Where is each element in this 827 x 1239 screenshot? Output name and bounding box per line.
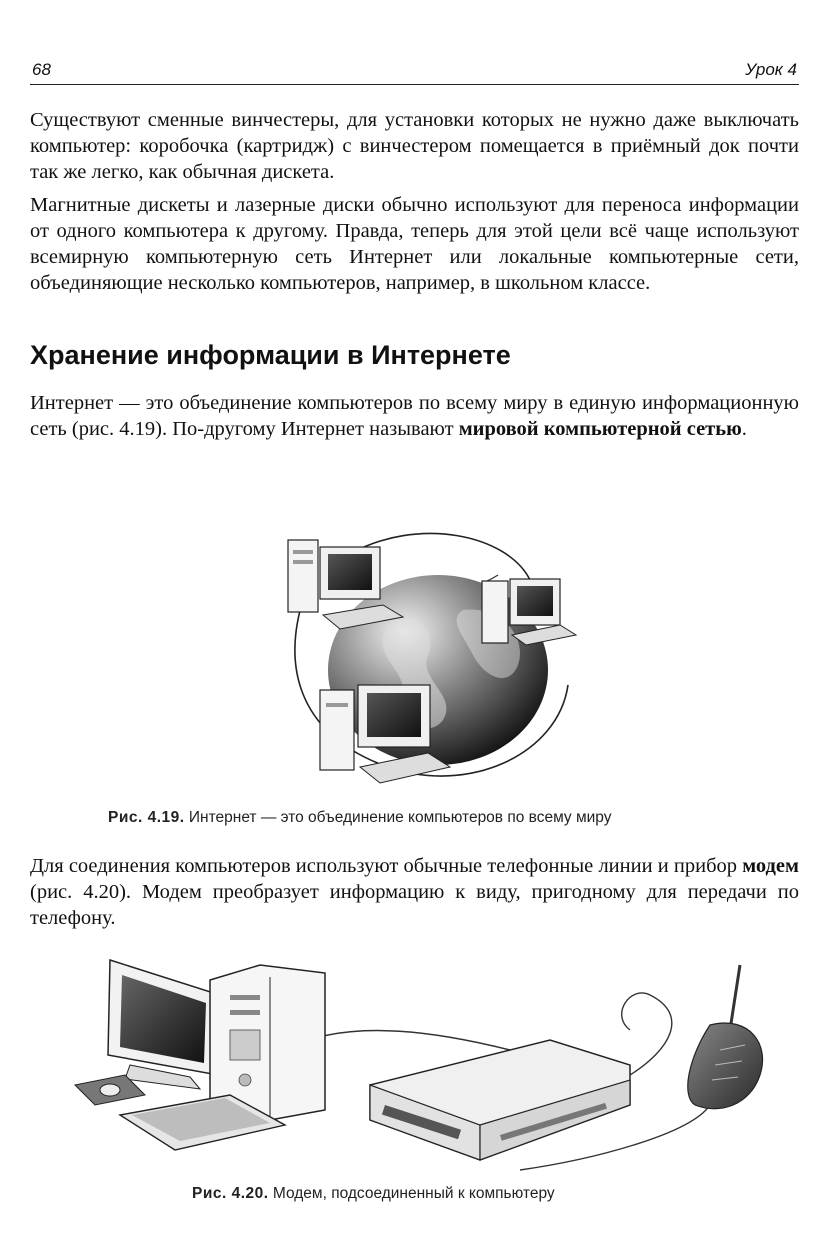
- paragraph-diskettes: Магнитные дискеты и лазерные диски обычно используют для переноса информации от одного компьютера к другому. Правда, теперь для этой цели всё чаще используют всемирную компьютерную сеть Интернет или локальные компьютерные сети, объединяющие несколько компьютеров, например, в школьном классе.: [30, 194, 799, 294]
- paragraph-internet: Интернет — это объединение компьютеров по всему миру в единую информационную сеть (рис. 4.19). По-другому Интернет называют мировой компьютерной сетью.: [30, 392, 799, 440]
- paragraph-modem: Для соединения компьютеров используют обычные телефонные линии и прибор модем (рис. 4.20). Модем преобразует информацию к виду, пригодному для передачи по телефону.: [30, 855, 799, 929]
- lesson-title: Урок 4: [745, 60, 797, 79]
- page-number: 68: [32, 60, 51, 79]
- section-title: Хранение информации в Интернете: [30, 340, 511, 370]
- figure-4-20-caption: Рис. 4.20. Модем, подсоединенный к компьютеру: [192, 1185, 555, 1202]
- computer-icon: [288, 540, 403, 629]
- computer-icon: [482, 579, 576, 645]
- mouse-icon: [100, 1084, 120, 1096]
- paragraph-removable-drives: Существуют сменные винчестеры, для установки которых не нужно даже выключать компьютер: коробочка (картридж) с винчестером помещается в приёмный док почти так же легко, как обычная дискета.: [30, 109, 799, 183]
- monitor-icon: [108, 960, 220, 1089]
- computer-icon: [320, 685, 450, 783]
- figure-modem-setup: [70, 955, 780, 1180]
- page-header: [30, 58, 799, 85]
- telephone-icon: [688, 965, 763, 1109]
- modem-icon: [370, 1040, 630, 1160]
- term-modem: модем: [742, 855, 799, 877]
- figure-internet-globe: [268, 505, 588, 797]
- figure-4-19-caption: Рис. 4.19. Интернет — это объединение компьютеров по всему миру: [108, 809, 612, 826]
- term-world-network: мировой компьютерной сетью: [458, 418, 742, 440]
